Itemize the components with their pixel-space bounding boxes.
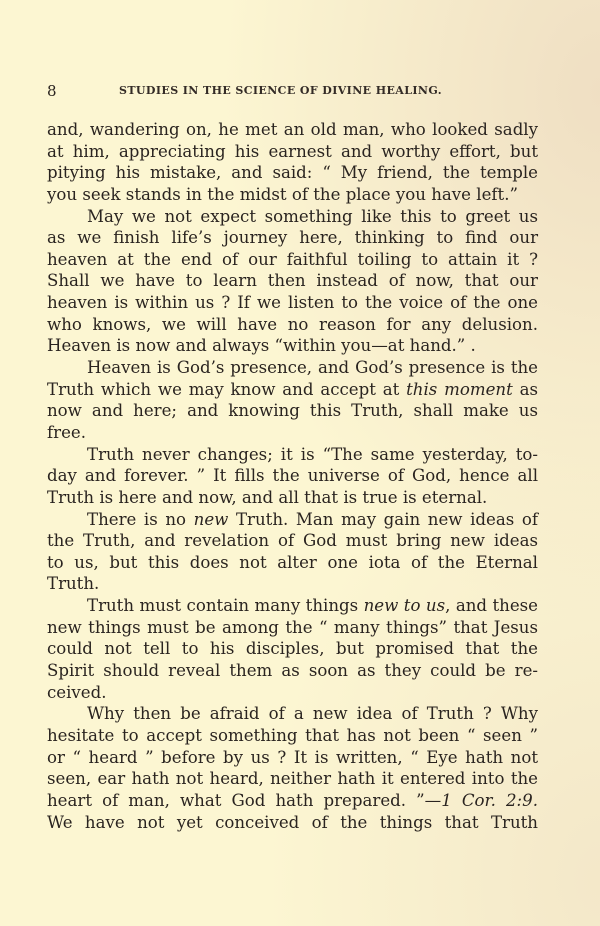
paragraph-first-line: Truth must contain many things new to us, and these: [87, 596, 539, 616]
italic-emphasis: new: [193, 509, 229, 529]
text-line: as we finish life’s journey here, thinking to find our: [47, 228, 538, 248]
text-line: heart of man, what God hath prepared. ”—1 Cor. 2:9.: [47, 790, 538, 810]
text-line: pitying his mistake, and said: “ My friend, the temple: [47, 163, 538, 183]
text-line: at him, appreciating his earnest and worthy effort, but: [47, 141, 538, 161]
paragraph-first-line: Heaven is God’s presence, and God’s presence is the: [87, 358, 538, 378]
text-line: could not tell to his disciples, but promised that the: [47, 639, 538, 659]
paragraph-first-line: There is no new Truth. Man may gain new ideas of: [87, 509, 539, 529]
running-title: STUDIES IN THE SCIENCE OF DIVINE HEALING.: [119, 84, 442, 97]
text-line: the Truth, and revelation of God must bring new ideas: [47, 531, 538, 551]
text-line: day and forever. ” It fills the universe of God, hence all: [47, 466, 538, 486]
text-line: heaven at the end of our faithful toiling to attain it ?: [47, 249, 538, 269]
text-line: Spirit should reveal them as soon as they could be re-: [47, 661, 538, 681]
text-line: new things must be among the “ many things” that Jesus: [47, 617, 538, 637]
italic-emphasis: new to us: [363, 596, 446, 616]
text-line: ceived.: [47, 682, 107, 702]
text-line: Truth which we may know and accept at this moment as: [47, 379, 538, 399]
text-line: now and here; and knowing this Truth, shall make us: [47, 401, 538, 421]
text-line: Heaven is now and always “within you—at hand.” .: [47, 336, 476, 356]
text-line: heaven is within us ? If we listen to the voice of the one: [47, 293, 538, 313]
text-line: and, wandering on, he met an old man, who looked sadly: [47, 120, 538, 139]
text-line: Truth is here and now, and all that is true is eternal.: [47, 487, 488, 507]
italic-emphasis: 1 Cor. 2:9.: [441, 790, 538, 810]
paragraph-first-line: Truth never changes; it is “The same yesterday, to-: [87, 444, 538, 464]
text-line: to us, but this does not alter one iota of the Eternal: [47, 552, 538, 572]
text-line: free.: [47, 422, 86, 442]
running-head: [47, 82, 538, 102]
text-line: who knows, we will have no reason for any delusion.: [47, 314, 538, 334]
italic-emphasis: this moment: [406, 379, 513, 399]
text-line: We have not yet conceived of the things that Truth: [47, 812, 538, 832]
paragraph-first-line: May we not expect something like this to greet us: [87, 206, 538, 226]
text-line: you seek stands in the midst of the place you have left.”: [47, 184, 518, 204]
text-line: or “ heard ” before by us ? It is written, “ Eye hath not: [47, 747, 538, 767]
text-line: hesitate to accept something that has not been “ seen ”: [47, 725, 538, 745]
text-line: seen, ear hath not heard, neither hath it entered into the: [47, 769, 538, 789]
page-number: 8: [47, 82, 57, 100]
paragraph-first-line: Why then be afraid of a new idea of Truth ? Why: [87, 704, 538, 724]
body-text: [47, 119, 538, 833]
text-line: Truth.: [47, 574, 100, 594]
text-line: Shall we have to learn then instead of now, that our: [47, 271, 538, 291]
